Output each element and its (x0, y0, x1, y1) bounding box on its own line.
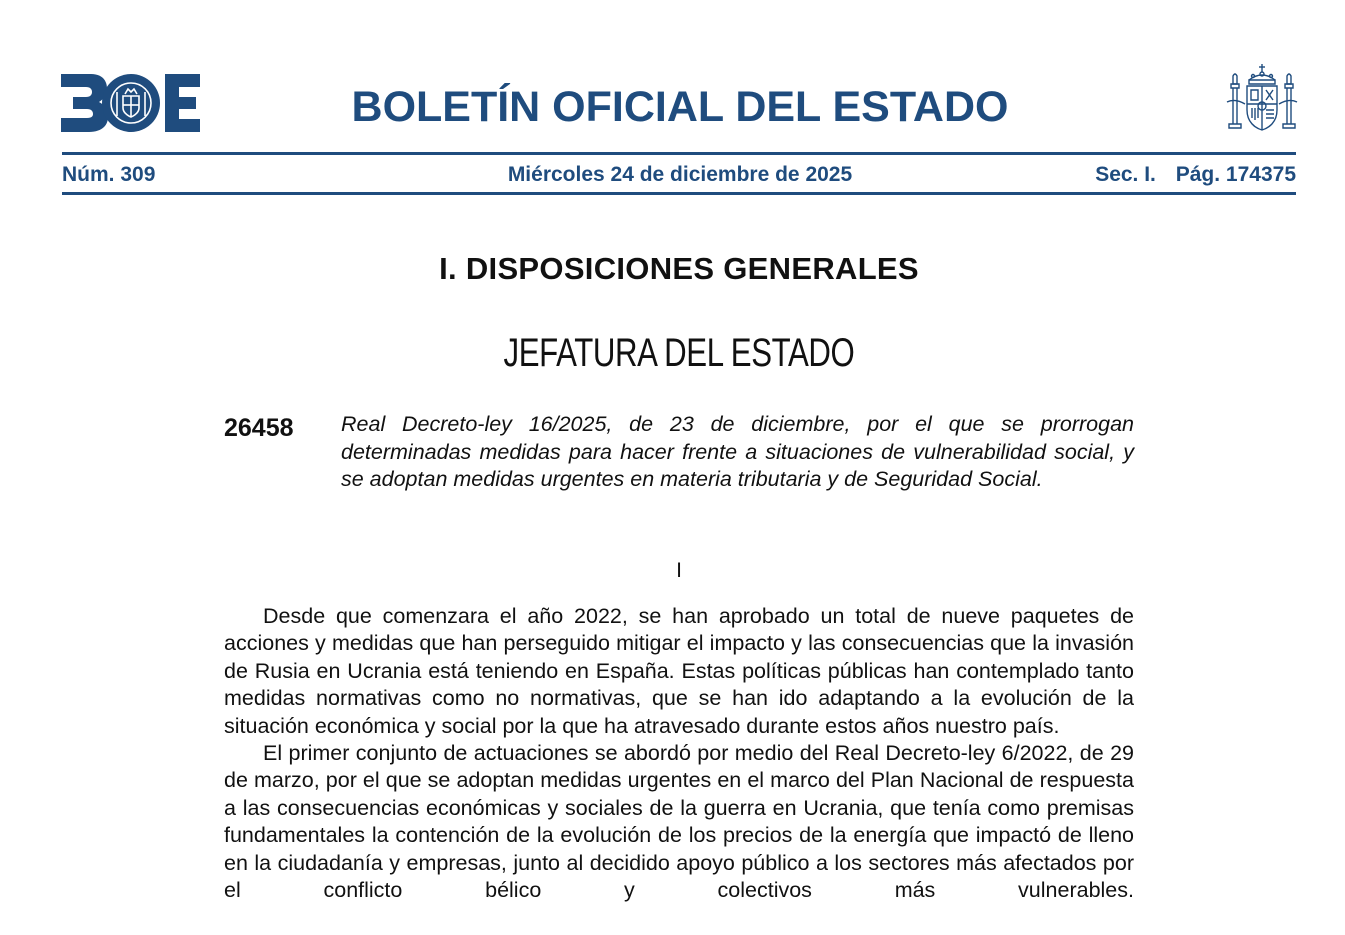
paragraph: Desde que comenzara el año 2022, se han aprobado un total de nueve paquetes de acciones y medidas que han perseguido mitigar el impacto y las consecuencias que la invasión de Rusia en Ucrania está teniendo en España. Estas políticas públicas han contemplado tanto medidas normativas como no normativas, que se han ido adaptando a la evolución de la situación económica y social por la que ha atravesado durante estos años nuestro país. (224, 604, 1134, 738)
section-title: I. DISPOSICIONES GENERALES (439, 251, 919, 286)
section-page (1095, 162, 1296, 188)
department-title: JEFATURA DEL ESTADO (503, 331, 855, 375)
document-number: 26458 (224, 414, 294, 442)
page-number: Pág. 174375 (1175, 163, 1296, 186)
issue-date: Miércoles 24 de diciembre de 2025 (507, 163, 853, 186)
coat-of-arms-icon (1225, 62, 1299, 138)
issue-number: Núm. 309 (62, 163, 156, 186)
document-summary: Real Decreto-ley 16/2025, de 23 de diciembre, por el que se prorrogan determinadas medidas para hacer frente a situaciones de vulnerabilidad social, y se adoptan medidas urgentes en materia tributaria y de Seguridad Social. (341, 412, 1134, 491)
header-rule-top (62, 152, 1296, 155)
bulletin-title: BOLETÍN OFICIAL DEL ESTADO (351, 83, 1009, 131)
paragraph: El primer conjunto de actuaciones se abordó por medio del Real Decreto-ley 6/2022, de 29 de marzo, por el que se adoptan medidas urgentes en el marco del Plan Nacional de respuesta a las consecuencias económicas y sociales de la guerra en Ucrania, que tenía como premisas fundamentales la contención de la evolución de los precios de la energía que impactó de lleno en la ciudadanía y empresas, junto al decidido apoyo público a los sectores más afectados por el conflicto bélico y colectivos más vulnerables. (224, 741, 1134, 903)
header-rule-bottom (62, 192, 1296, 195)
body-text (224, 603, 1134, 904)
boe-logo (61, 74, 200, 132)
chapter-heading: I (676, 559, 682, 582)
section-label: Sec. I. (1095, 163, 1156, 186)
